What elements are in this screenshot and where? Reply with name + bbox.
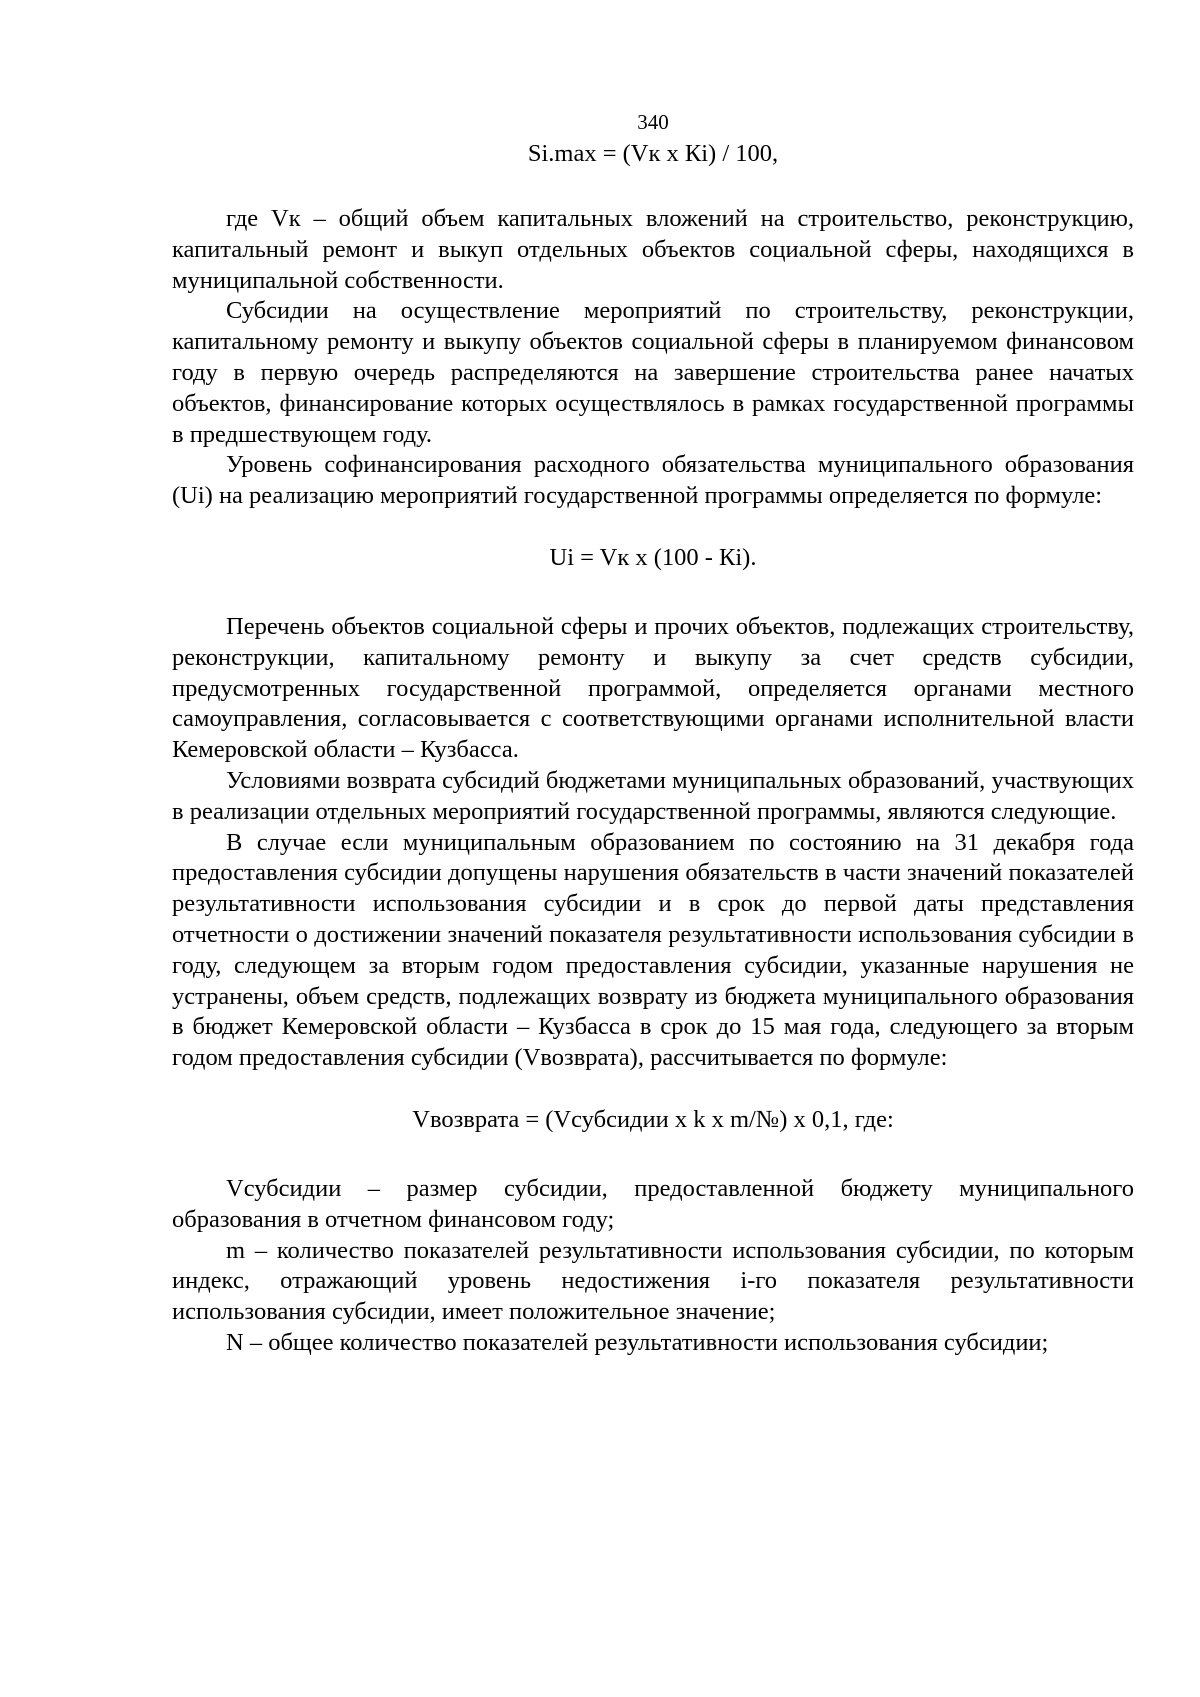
document-page	[172, 110, 1134, 1359]
paragraph-n-definition: N – общее количество показателей результативности использования субсидии;	[226, 1328, 1049, 1356]
formula-si-max: Si.max = (Vк х Кi) / 100,	[527, 140, 779, 167]
paragraph-m-definition: m – количество показателей результативности использования субсидии, по которым индекс, отражающий уровень недостижения i-го показателя результативности использования субсидии, имеет положительное значение;	[172, 1236, 1134, 1326]
formula-ui: Ui = Vк х (100 - Кi).	[549, 543, 757, 571]
page-number: 340	[637, 110, 669, 134]
formula-v-return: Vвозврата = (Vсубсидии x k x m/№) x 0,1, где:	[412, 1105, 894, 1133]
paragraph-violation-case: В случае если муниципальным образованием по состоянию на 31 декабря года предоставления субсидии допущены нарушения обязательств в части значений показателей результативности использования субсидии и в срок до первой даты представления отчетности о достижении значений показателя результативности использования субсидии в году, следующем за вторым годом предоставления субсидии, указанные нарушения не устранены, объем средств, подлежащих возврату из бюджета муниципального образования в бюджет Кемеровской области – Кузбасса в срок до 15 мая года, следующего за вторым годом предоставления субсидии (Vвозврата), рассчитывается по формуле:	[172, 828, 1134, 1072]
paragraph-subsidy-distribution: Субсидии на осуществление мероприятий по строительству, реконструкции, капитальному ремонту и выкупу объектов социальной сферы в планируемом финансовом году в первую очередь распределяются на завершение строительства ранее начатых объектов, финансирование которых осуществлялось в рамках государственной программы в предшествующем году.	[172, 297, 1134, 448]
paragraph-objects-list: Перечень объектов социальной сферы и прочих объектов, подлежащих строительству, реконструкции, капитальному ремонту и выкупу за счет средств субсидии, предусмотренных государственной программой, определяется органами местного самоуправления, согласовывается с соответствующими органами исполнительной власти Кемеровской области – Кузбасса.	[172, 612, 1134, 764]
paragraph-vk-definition: где Vк – общий объем капитальных вложений на строительство, реконструкцию, капитальный ремонт и выкуп отдельных объектов социальной сферы, находящихся в муниципальной собственности.	[172, 205, 1134, 294]
paragraph-return-conditions: Условиями возврата субсидий бюджетами муниципальных образований, участвующих в реализации отдельных мероприятий государственной программы, являются следующие.	[172, 766, 1134, 825]
paragraph-v-subsidy-definition: Vсубсидии – размер субсидии, предоставленной бюджету муниципального образования в отчетном финансовом году;	[172, 1174, 1134, 1233]
paragraph-cofinancing-level: Уровень софинансирования расходного обязательства муниципального образования (Ui) на реализацию мероприятий государственной программы определяется по формуле:	[172, 451, 1134, 510]
